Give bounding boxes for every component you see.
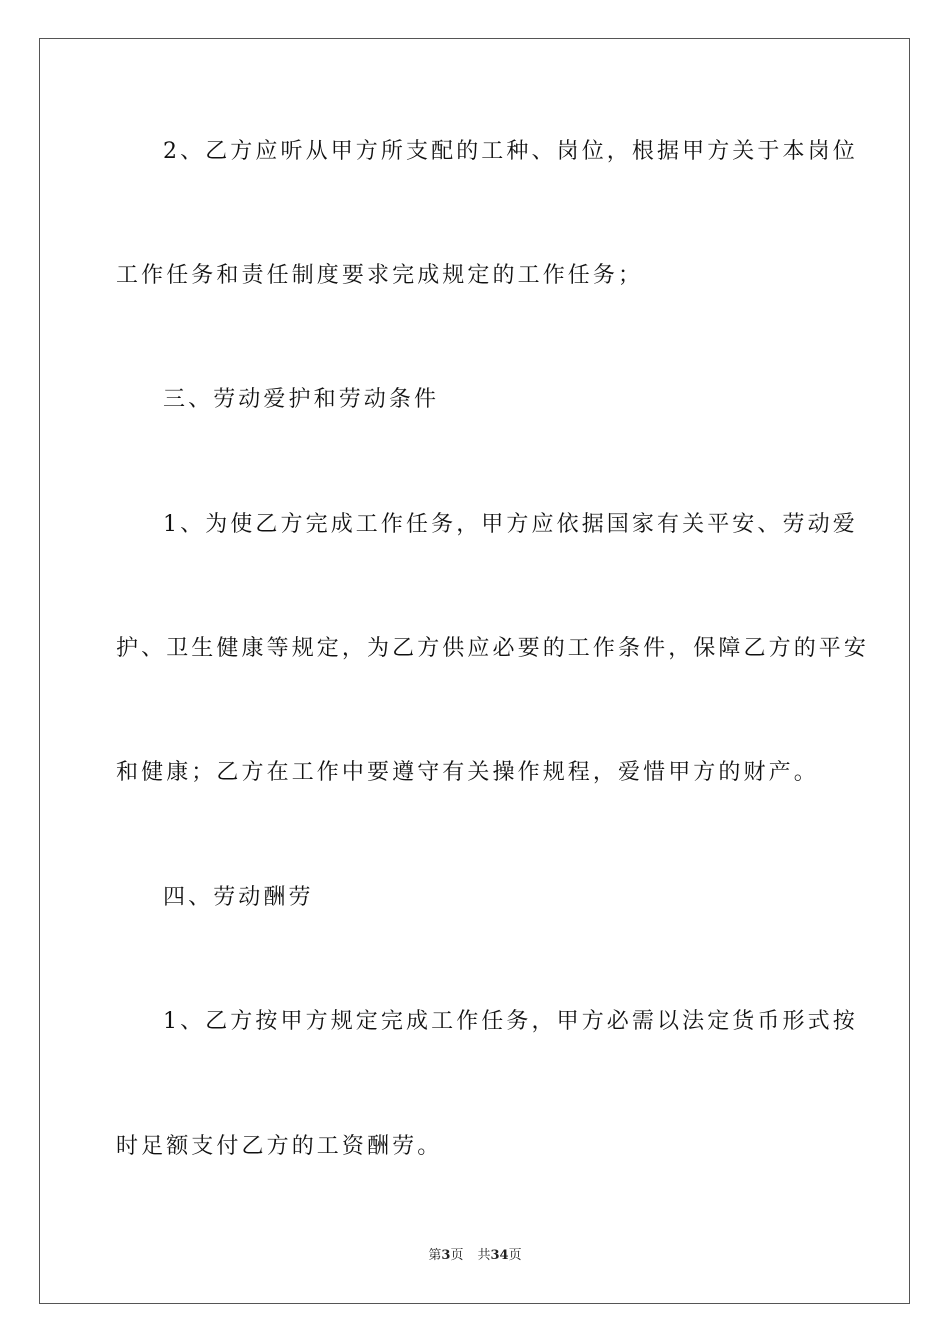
- current-page-number: 3: [441, 1248, 451, 1263]
- total-page-count: 34: [490, 1248, 509, 1263]
- page-prefix: 第: [428, 1248, 442, 1263]
- page-footer: [0, 1247, 950, 1265]
- paragraph-line: 1、乙方按甲方规定完成工作任务，甲方必需以法定货币形式按: [163, 1009, 858, 1034]
- section-heading: 三、劳动爱护和劳动条件: [163, 387, 440, 412]
- page-suffix: 页: [450, 1248, 464, 1263]
- page-frame: [39, 38, 910, 1304]
- section-heading: 四、劳动酬劳: [163, 885, 314, 910]
- total-prefix: 共: [477, 1248, 491, 1263]
- total-suffix: 页: [508, 1248, 522, 1263]
- paragraph-line: 1、为使乙方完成工作任务，甲方应依据国家有关平安、劳动爱: [163, 512, 858, 537]
- paragraph-line: 工作任务和责任制度要求完成规定的工作任务；: [116, 263, 644, 288]
- paragraph-line: 护、卫生健康等规定，为乙方供应必要的工作条件，保障乙方的平安: [116, 636, 870, 661]
- paragraph-line: 2、乙方应听从甲方所支配的工种、岗位，根据甲方关于本岗位: [163, 139, 858, 164]
- paragraph-line: 和健康；乙方在工作中要遵守有关操作规程，爱惜甲方的财产。: [116, 760, 819, 785]
- paragraph-line: 时足额支付乙方的工资酬劳。: [116, 1134, 443, 1159]
